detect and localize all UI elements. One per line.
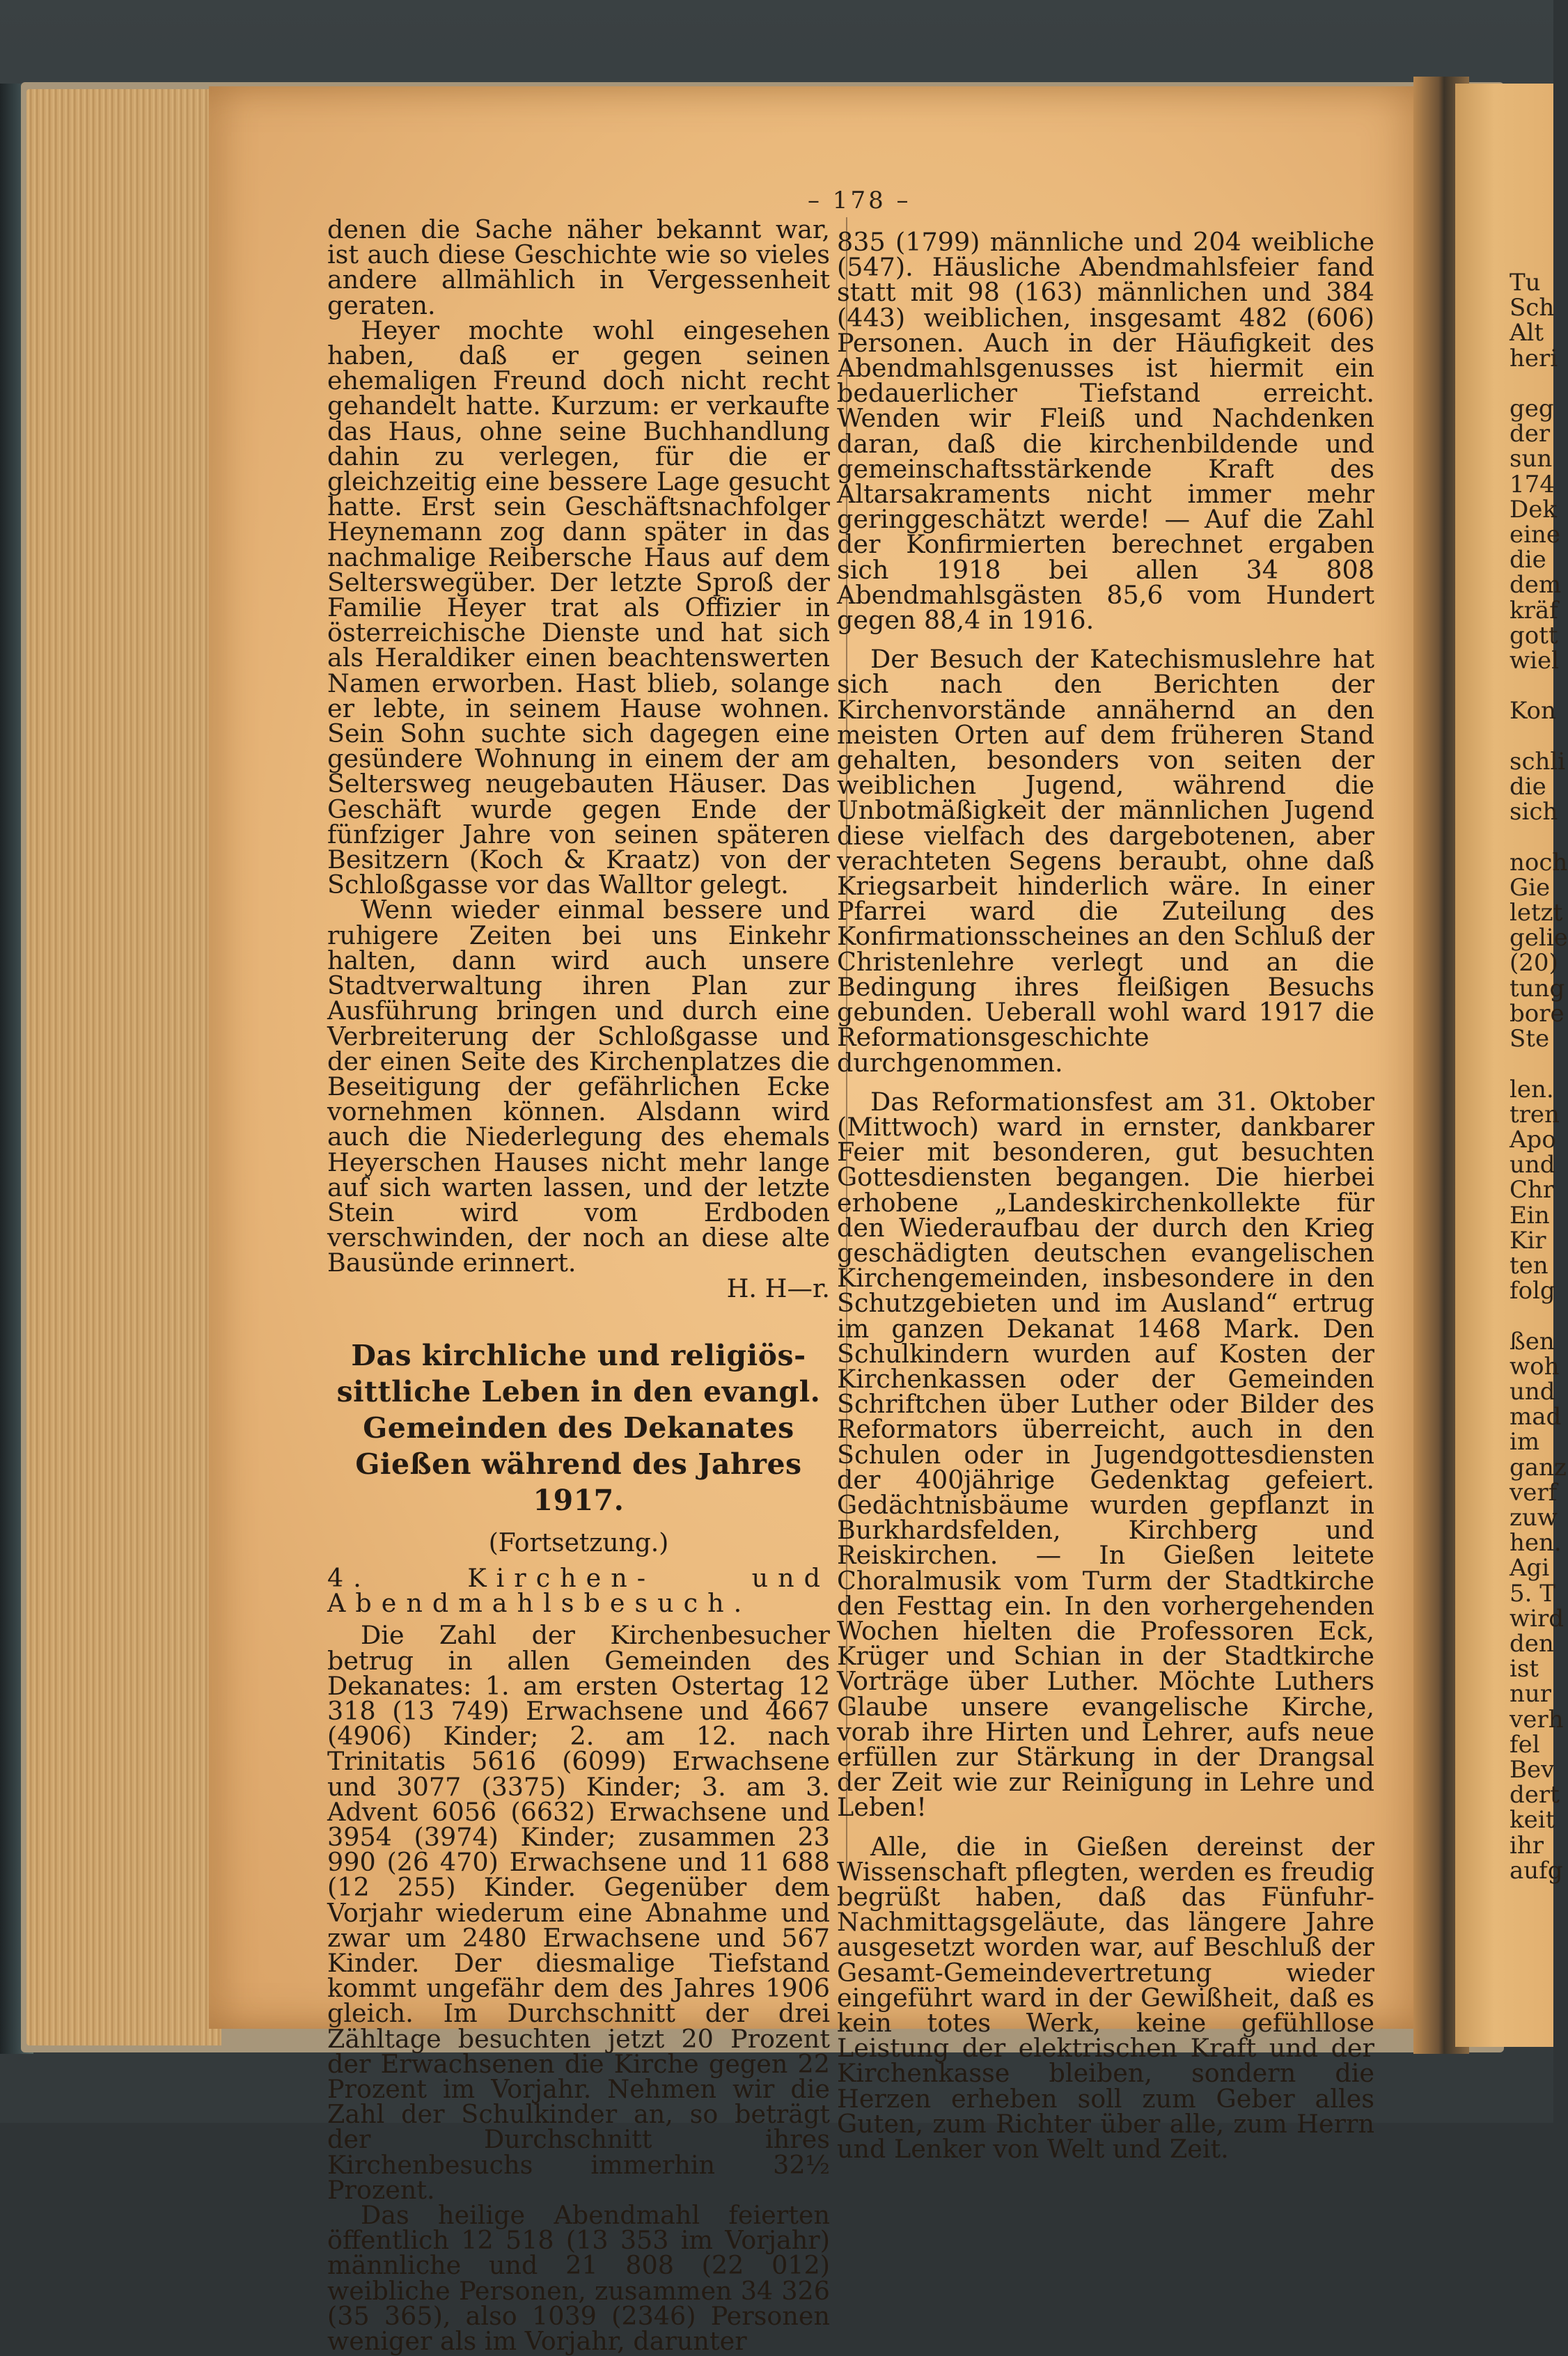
neighbor-fragment: tung (1510, 974, 1565, 1003)
neighbor-fragment: tren (1510, 1100, 1560, 1129)
neighbor-fragment: Gie (1510, 873, 1551, 902)
neighbor-fragment: Ein (1510, 1201, 1550, 1230)
neighbor-fragment: Tu (1510, 269, 1541, 297)
neighbor-fragment: woh (1510, 1352, 1560, 1381)
neighbor-fragment (1510, 1303, 1558, 1328)
neighbor-fragment: kräf (1510, 596, 1558, 625)
page-edges (26, 89, 221, 2045)
neighbor-fragment: und (1510, 1377, 1555, 1406)
neighbor-fragment: ten (1510, 1251, 1549, 1280)
neighbor-fragment: (20) (1510, 949, 1558, 977)
neighbor-fragment: Apo (1510, 1125, 1556, 1154)
neighbor-fragment: zuw (1510, 1503, 1558, 1532)
paragraph: Der Besuch der Katechismuslehre hat sich nach den Berichten der Kirchenvorstände annähernd an den meisten Orten auf dem früheren Stand gehalten, besonders von seiten der weiblichen Jugend, während die Unbotmäßigkeit der männlichen Jugend diese vielfach des dargebotenen, aber verachteten Segens beraubt, ohne daß Kriegsarbeit hinderlich wäre. In einer Pfarrei ward die Zuteilung des Konfirmationsscheines an den Schluß der Christenlehre verlegt und an die Bedingung ihres fleißigen Besuchs gebunden. Ueberall wohl ward 1917 die Reformationsgeschichte durchgenommen. (837, 644, 1374, 1078)
neighbor-fragment: verf (1510, 1478, 1558, 1507)
neighbor-fragment: keit (1510, 1806, 1555, 1835)
neighbor-fragment: heri (1510, 344, 1558, 372)
neighbor-fragment: 174 (1510, 470, 1555, 498)
neighbor-fragment: bore (1510, 999, 1565, 1028)
neighbor-fragment: geg (1510, 395, 1554, 423)
neighbor-fragment: wiel (1510, 647, 1559, 675)
neighbor-fragment (1510, 673, 1558, 698)
neighbor-fragment: den (1510, 1629, 1554, 1658)
neighbor-page-fragments (1510, 269, 1568, 1885)
neighbor-fragment: fel (1510, 1730, 1540, 1759)
neighbor-fragment: wird (1510, 1604, 1564, 1633)
neighbor-fragment: nur (1510, 1680, 1552, 1709)
neighbor-fragment: Kon (1510, 697, 1556, 725)
neighbor-fragment: noch (1510, 848, 1568, 877)
neighbor-fragment: Sch (1510, 294, 1555, 322)
neighbor-fragment: die (1510, 546, 1546, 574)
neighbor-fragment: Bev (1510, 1755, 1555, 1784)
section-title: 4. Kirchen- und Abendmahlsbesuch. (327, 1562, 830, 1619)
neighbor-fragment (1510, 371, 1558, 396)
paragraph: denen die Sache näher bekannt war, ist auch diese Geschichte wie so vieles andere allmählich in Vergessenheit geraten. (327, 214, 830, 320)
paragraph: Die Zahl der Kirchenbesucher betrug in allen Gemeinden des Dekanates: 1. am ersten Ostertag 12 318 (13 749) Erwachsene und 4667 (4906) Kinder; 2. am 12. nach Trinitatis 5616 (6099) Erwachsene und 3077 (3375) Kinder; 3. am 3. Advent 6056 (6632) Erwachsene und 3954 (3974) Kinder; zusammen 23 990 (26 470) Erwachsene und 11 688 (12 255) Kinder. Gegenüber dem Vorjahr wiederum eine Abnahme und zwar um 2480 Erwachsene und 567 Kinder. Der diesmalige Tiefstand kommt ungefähr dem des Jahres 1906 gleich. Im Durchschnitt der drei Zähltage besuchten jetzt 20 Prozent der Erwachsenen die Kirche gegen 22 Prozent im Vorjahr. Nehmen wir die Zahl der Schulkinder an, so beträgt der Durchschnitt ihres Kirchenbesuchs immerhin 32½ Prozent. (327, 1620, 830, 2205)
paragraph: Alle, die in Gießen dereinst der Wissenschaft pflegten, werden es freudig begrüßt haben, daß das Fünfuhr-Nachmittagsgeläute, das längere Jahre ausgesetzt worden war, auf Beschluß der Gesamt-Gemeindevertretung wieder eingeführt ward in der Gewißheit, daß es kein totes Werk, keine gefühllose Leistung der elektrischen Kraft und der Kirchenkasse bleiben, sondern die Herzen erheben soll zum Geber alles Guten, zum Richter über alle, zum Herrn und Lenker von Welt und Zeit. (837, 1831, 1374, 2165)
neighbor-fragment: dem (1510, 571, 1562, 599)
page-number: – 178 – (808, 187, 911, 214)
neighbor-fragment: mad (1510, 1403, 1562, 1431)
continuation-note: (Fortsetzung.) (488, 1528, 669, 1557)
neighbor-fragment: schli (1510, 747, 1566, 776)
neighbor-fragment: 5. T (1510, 1579, 1555, 1608)
left-column (327, 214, 830, 2356)
paragraph: 835 (1799) männliche und 204 weibliche (547). Häusliche Abendmahlsfeier fand statt mit 98 (163) männlichen und 384 (443) weiblichen, insgesamt 482 (606) Personen. Auch in der Häufigkeit des Abendmahlsgenusses ist hiermit ein bedauerlicher Tiefstand erreicht. Wenden wir Fleiß und Nachdenken daran, daß die kirchenbildende und gemeinschaftsstärkende Kraft des Altarsakraments nicht immer mehr geringgeschätzt werde! — Auf die Zahl der Konfirmierten berechnet ergaben sich 1918 bei allen 34 808 Abendmahlsgästen 85,6 vom Hundert gegen 88,4 in 1916. (837, 227, 1374, 636)
neighbor-fragment: im (1510, 1428, 1540, 1456)
right-column (837, 227, 1374, 2165)
neighbor-fragment: folg (1510, 1277, 1555, 1305)
neighbor-fragment: ist (1510, 1655, 1539, 1683)
neighbor-fragment: len. (1510, 1075, 1554, 1104)
paragraph: Wenn wieder einmal bessere und ruhigere Zeiten bei uns Einkehr halten, dann wird auch unsere Stadtverwaltung ihren Plan zur Ausführung bringen und durch eine Verbreiterung der Schloßgasse und der einen Seite des Kirchenplatzes die Beseitigung der gefährlichen Ecke vornehmen können. Alsdann wird auch die Niederlegung des ehemals Heyerschen Hauses nicht mehr lange auf sich warten lassen, und der letzte Stein wird vom Erdboden verschwinden, der noch an diese alte Bausünde erinnert. (327, 895, 830, 1278)
paragraph: Das heilige Abendmahl feierten öffentlich 12 518 (13 353 im Vorjahr) männliche und 21 808 (22 012) weibliche Personen, zusammen 34 326 (35 365), also 1039 (2346) Personen weniger als im Vorjahr, darunter (327, 2200, 830, 2356)
neighbor-fragment: Agi (1510, 1554, 1550, 1583)
neighbor-fragment: Dek (1510, 495, 1557, 524)
neighbor-fragment: Kir (1510, 1226, 1546, 1255)
neighbor-fragment: und (1510, 1151, 1555, 1179)
neighbor-fragment: gelie (1510, 924, 1568, 952)
paragraph: Das Reformationsfest am 31. Oktober (Mittwoch) ward in ernster, dankbarer Feier mit besonderen, gut besuchten Gottesdiensten begangen. Die hierbei erhobene „Landeskirchenkollekte für den Wiederaufbau der durch den Krieg geschädigten deutschen evangelischen Kirchengemeinden, insbesondere in den Schutzgebieten und im Ausland“ ertrug im ganzen Dekanat 1468 Mark. Den Schulkindern wurden auf Kosten der Kirchenkassen oder der Gemeinden Schriftchen über Luther oder Bilder des Reformators überreicht, auch in den Schulen oder in Jugendgottesdiensten der 400jährige Gedenktag gefeiert. Gedächtnisbäume wurden gepflanzt in Burkhardsfelden, Kirchberg und Reiskirchen. — In Gießen leitete Choralmusik vom Turm der Stadtkirche den Festtag ein. In den vorhergehenden Wochen hielten die Professoren Eck, Krüger und Schian in der Stadtkirche Vorträge über Luther. Möchte Luthers Glaube unsere evangelische Kirche, vorab ihre Hirten und Lehrer, aufs neue erfüllen zur Stärkung in der Drangsal der Zeit wie zur Reinigung in Lehre und Leben! (837, 1086, 1374, 1823)
neighbor-fragment: die (1510, 773, 1546, 801)
neighbor-fragment: verh (1510, 1705, 1564, 1734)
neighbor-fragment: gott (1510, 621, 1558, 650)
neighbor-fragment: der (1510, 420, 1551, 448)
neighbor-fragment (1510, 724, 1558, 749)
neighbor-fragment: sich (1510, 798, 1558, 826)
neighbor-fragment: ihr (1510, 1831, 1544, 1860)
neighbor-fragment: dert (1510, 1781, 1560, 1809)
neighbor-fragment: Chr (1510, 1176, 1555, 1204)
neighbor-fragment: ßen (1510, 1327, 1555, 1356)
neighbor-fragment: Alt (1510, 319, 1544, 347)
neighbor-fragment: hen. (1510, 1529, 1562, 1557)
neighbor-fragment: sun (1510, 445, 1553, 473)
neighbor-fragment: letzt (1510, 899, 1563, 927)
neighbor-fragment (1510, 1051, 1558, 1076)
article-heading: Das kirchliche und religiös-sittliche Leben in den evangl. Gemeinden des Dekanates Gießen während des Jahres 1917. (336, 1338, 821, 1517)
neighbor-fragment: Ste (1510, 1025, 1550, 1053)
neighbor-fragment: ganz (1510, 1453, 1567, 1482)
neighbor-fragment: eine (1510, 521, 1561, 549)
neighbor-fragment (1510, 824, 1558, 849)
paragraph: Heyer mochte wohl eingesehen haben, daß er gegen seinen ehemaligen Freund doch nicht recht gehandelt hatte. Kurzum: er verkaufte das Haus, ohne seine Buchhandlung dahin zu verlegen, für die er gleichzeitig eine bessere Lage gesucht hatte. Erst sein Geschäftsnachfolger Heynemann zog dann später in das nachmalige Reibersche Haus auf dem Selterswegüber. Der letzte Sproß der Familie Heyer trat als Offizier in österreichische Dienste und hat sich als Heraldiker einen beachtenswerten Namen erworben. Hast blieb, solange er lebte, in seinem Hause wohnen. Sein Sohn suchte sich dagegen eine gesündere Wohnung in einem der am Seltersweg neugebauten Häuser. Das Geschäft wurde gegen Ende der fünfziger Jahre von seinen späteren Besitzern (Koch & Kraatz) von der Schloßgasse vor das Walltor gelegt. (327, 315, 830, 900)
author-signature: H. H—r. (726, 1273, 830, 1303)
neighbor-fragment: aufg (1510, 1856, 1563, 1885)
